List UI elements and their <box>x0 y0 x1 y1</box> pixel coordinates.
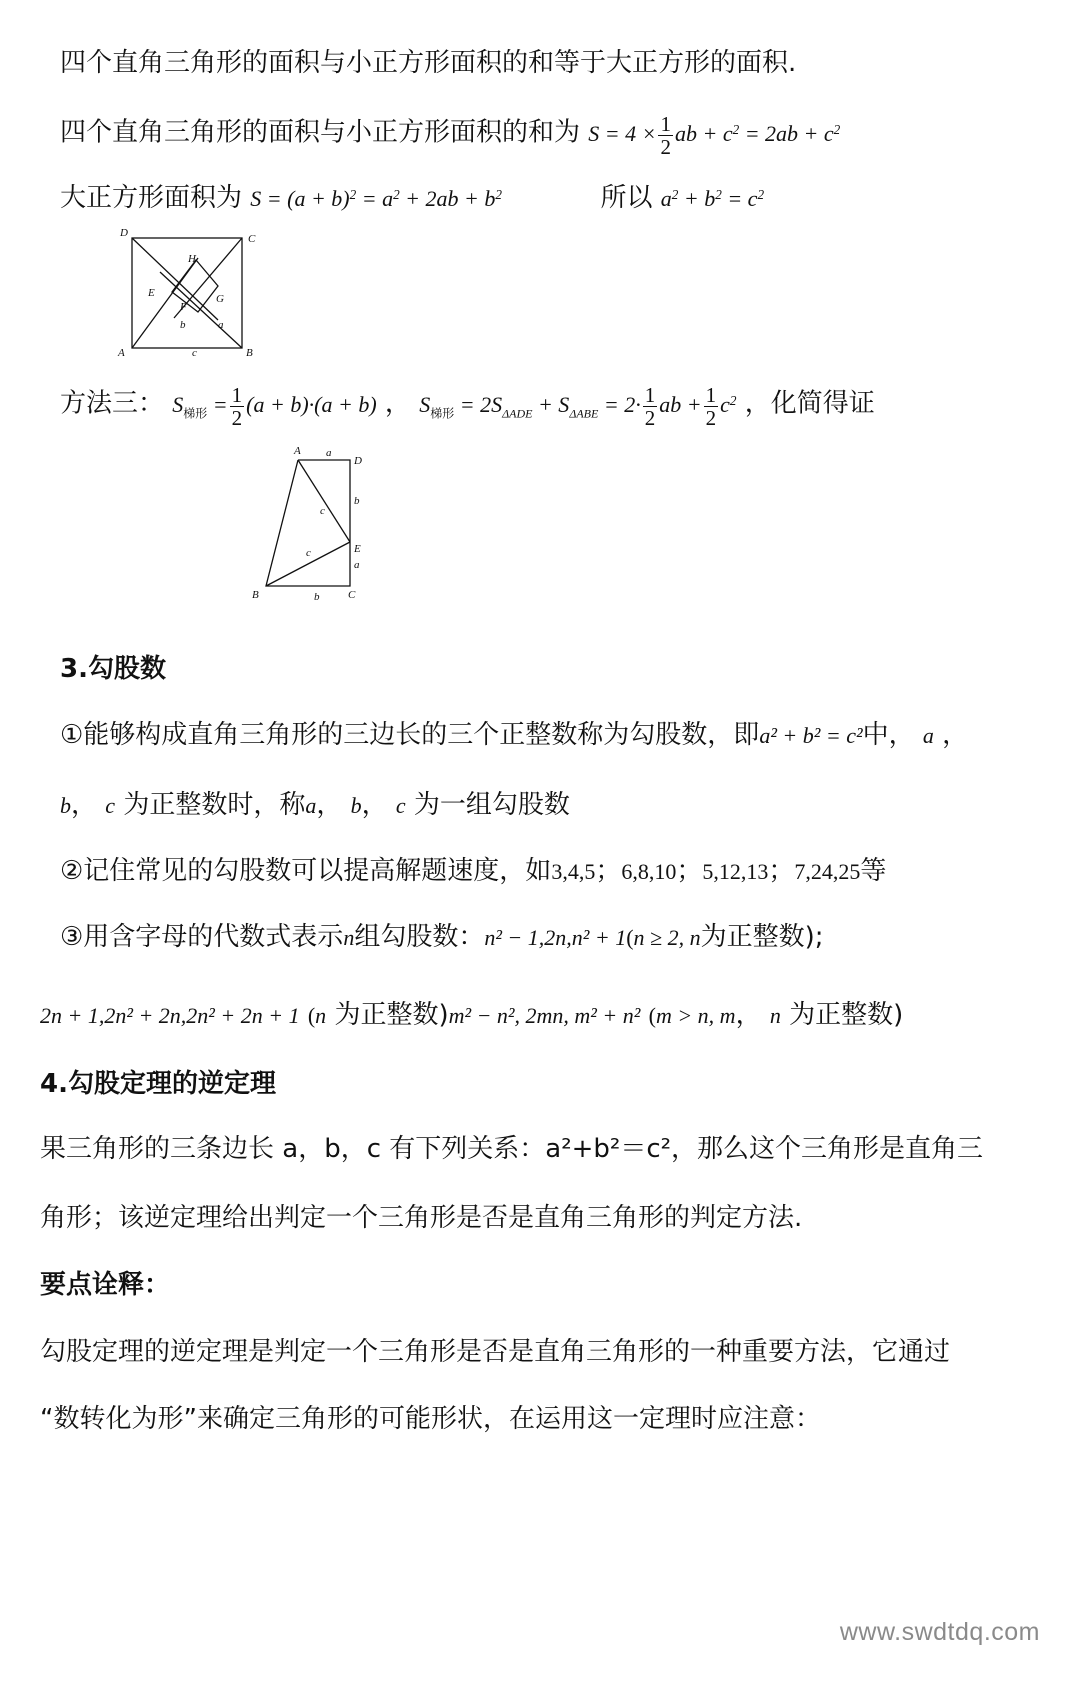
label-D: D <box>120 228 128 239</box>
paragraph-3 <box>60 183 764 214</box>
label-c-upper: c <box>320 505 325 517</box>
label-G: G <box>216 293 224 305</box>
section-3-line-1: ①能够构成直角三角形的三边长的三个正整数称为勾股数，即a² + b² = c²中， a ， <box>60 720 969 750</box>
label-C: C <box>348 589 356 601</box>
section-3-line-2: b， c 为正整数时，称a， b， c 为一组勾股数 <box>60 790 570 820</box>
label-c: c <box>192 347 197 359</box>
paragraph-2-text: 四个直角三角形的面积与小正方形面积的和为 <box>60 117 581 148</box>
label-D: D <box>354 455 362 467</box>
paragraph-3-text: 大正方形面积为 <box>60 183 243 213</box>
label-E: E <box>148 287 155 299</box>
label-a-right: a <box>354 559 360 571</box>
label-B: B <box>252 589 259 601</box>
formula-trapezoid-1: $S_{梯形}$ = $\frac{1}{2}$ (a + b)·(a + b) <box>172 383 377 431</box>
key-points-paragraph-1: 勾股定理的逆定理是判定一个三角形是否是直角三角形的一种重要方法，它通过 <box>40 1337 951 1367</box>
figure-trapezoid-proof <box>248 444 378 606</box>
formula-area-sum: S = 4 × $\frac{1}{2}$ ab + $c^2 = 2ab + c^2$ <box>588 112 841 160</box>
formula-pythagoras: $a^2 + b^2 = c^2$ <box>660 186 765 211</box>
formula-trapezoid-2: $S_{梯形} = 2S_{\Delta ADE} + S_{\Delta ABE} = 2\cdot$ $\frac{1}{2}$ ab + $\frac{1}{2}$ $c^2$ <box>419 383 737 431</box>
section-3-line-4: ③用含字母的代数式表示n组勾股数：n² − 1,2n,n² + 1(n ≥ 2, n为正整数); <box>60 922 824 952</box>
formula-big-square: $S = (a + b)^2 = a^2 + 2ab + b^2$ <box>250 186 502 211</box>
section-3-title: 3.勾股数 <box>60 654 166 684</box>
method-three-suffix: ，化简得证 <box>744 388 875 419</box>
paragraph-1: 四个直角三角形的面积与小正方形面积的和等于大正方形的面积. <box>60 48 797 78</box>
label-A: A <box>118 347 125 359</box>
section-3-line-3: ②记住常见的勾股数可以提高解题速度，如3,4,5；6,8,10；5,12,13；7,24,25等 <box>60 856 887 886</box>
label-b-bottom: b <box>314 591 320 603</box>
section-4-paragraph-2: 角形；该逆定理给出判定一个三角形是否是直角三角形的判定方法. <box>40 1203 803 1233</box>
label-F: F <box>180 301 187 313</box>
label-C: C <box>248 233 256 245</box>
label-E: E <box>354 543 361 555</box>
key-points-paragraph-2: “数转化为形”来确定三角形的可能形状，在运用这一定理时应注意： <box>40 1404 821 1434</box>
label-H: H <box>188 253 196 265</box>
paragraph-2 <box>60 113 840 158</box>
therefore-text: 所以 <box>600 183 653 213</box>
separator: ， <box>384 388 411 419</box>
label-A: A <box>294 445 301 457</box>
label-c-lower: c <box>306 547 311 559</box>
key-points-title: 要点诠释： <box>40 1270 171 1300</box>
section-4-paragraph-1: 果三角形的三条边长 a，b，c 有下列关系：a²+b²＝c²，那么这个三角形是直角三 <box>40 1134 984 1164</box>
label-b-right: b <box>354 495 360 507</box>
label-B: B <box>246 347 253 359</box>
footer-watermark: www.swdtdq.com <box>839 1618 1040 1646</box>
label-a: a <box>218 319 224 331</box>
figure-square-proof <box>110 228 270 368</box>
label-b: b <box>180 319 186 331</box>
method-three-prefix: 方法三： <box>60 388 165 419</box>
method-three <box>60 384 875 429</box>
label-a-top: a <box>326 447 332 459</box>
section-3-line-5: 2n + 1,2n² + 2n,2n² + 2n + 1 (n 为正整数)m² − n², 2mn, m² + n² (m > n, m， n 为正整数) <box>40 1000 904 1030</box>
section-4-title: 4.勾股定理的逆定理 <box>40 1069 276 1099</box>
formula-pythagoras-inline: a² + b² = c² <box>759 723 863 748</box>
